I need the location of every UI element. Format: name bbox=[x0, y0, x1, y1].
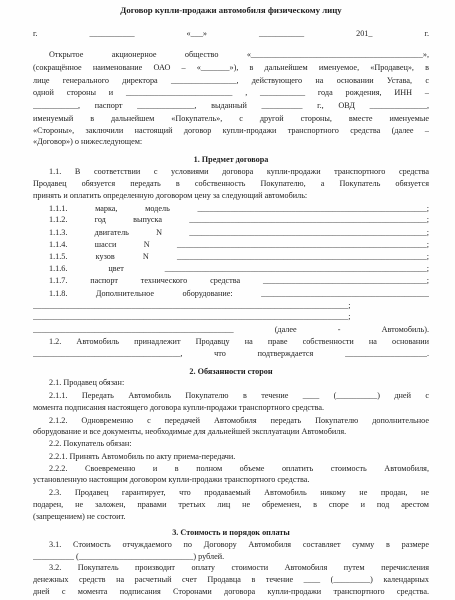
text-line: __________ (____________________________) рублей. bbox=[33, 551, 225, 561]
text-line: 1.2. Автомобиль принадлежит Продавцу на праве собственности на основании bbox=[49, 336, 429, 346]
text-line: момента подписания настоящего договора купли-продажи транспортного средства. bbox=[33, 402, 325, 412]
text-line: 2.1. Продавец обязан: bbox=[49, 378, 125, 388]
text-line: установленную настоящим договором купли-продажи транспортного средства. bbox=[33, 475, 310, 485]
section-heading: 1. Предмет договора bbox=[193, 154, 269, 164]
document-title: Договор купли-продажи автомобиля физическому лицу bbox=[120, 5, 342, 15]
text-line: _________________________________________________ (далее - Автомобиль). bbox=[33, 325, 429, 334]
text-line: дней с момента подписания Сторонами договора купли-продажи транспортного средства. bbox=[33, 587, 429, 596]
text-line: «Стороны», заключили настоящий договор купли-продажи транспортного средства (далее – bbox=[33, 125, 429, 135]
text-line: «Договор») о нижеследующем: bbox=[33, 137, 143, 147]
text-line: 2.2.1. Принять Автомобиль по акту приема-передачи. bbox=[49, 451, 236, 461]
text-line: одной стороны и __________________________ , ___________ года рождения, ИНН – bbox=[33, 88, 429, 98]
text-line: 1.1. В соответствии с условиями договора купли-продажи транспортного средства bbox=[49, 167, 429, 177]
text-line: 1.1.1. марка, модель ________________________________________________________; bbox=[49, 203, 429, 213]
text-line: 2.1.2. Одновременно с передачей Автомобиля передать Покупателю дополнительное bbox=[49, 415, 429, 425]
text-line: _____________________________________________________________________________; bbox=[33, 312, 351, 322]
text-line: (сокращённое наименование ОАО – «_______»), в дальнейшем именуемое, «Продавец», в bbox=[33, 63, 429, 73]
text-line: 2.3. Продавец гарантирует, что продаваемый Автомобиль никому не продан, не bbox=[49, 488, 429, 498]
city-date-line: г. ___________ «___» ___________ 201_ г. bbox=[33, 29, 429, 39]
text-line: 1.1.5. кузов N _____________________________________________________________; bbox=[49, 252, 429, 262]
text-line: оборудование и все документы, необходимые для дальнейшей эксплуатации Автомобиля. bbox=[33, 427, 347, 437]
text-line: Открытое акционерное общество «__________________________________________», bbox=[49, 50, 429, 60]
text-line: 1.1.4. шасси N _____________________________________________________________; bbox=[49, 239, 429, 249]
text-line: (запрещением) не состоит. bbox=[33, 511, 126, 521]
text-line: ___________, паспорт ______________, выданный __________ г., ОВД ______________, bbox=[33, 101, 429, 111]
text-line: 2.2. Покупатель обязан: bbox=[49, 439, 132, 449]
text-line: принять и оплатить определенную договором цену за следующий автомобиль: bbox=[33, 190, 308, 200]
text-line: подарен, не заложен, правами третьих лиц не обременен, в споре и под арестом bbox=[33, 499, 429, 509]
text-line: лице генерального директора ________________, действующего на основании Устава, с bbox=[33, 75, 429, 85]
text-line: 2.1.1. Передать Автомобиль Покупателю в течение ____ (__________) дней с bbox=[49, 391, 429, 401]
text-line: именуемый в дальнейшем «Покупатель», с другой стороны, вместе именуемые bbox=[33, 113, 429, 123]
text-line: 2.2.2. Своевременно и в полном объеме оплатить стоимость Автомобиля, bbox=[49, 463, 429, 473]
text-line: 3.2. Покупатель производит оплату стоимости Автомобиля путем перечисления bbox=[49, 563, 429, 573]
text-line: 1.1.8. Дополнительное оборудование: _________________________________________ bbox=[49, 288, 429, 298]
text-line: денежных средств на расчетный счет Продавца в течение ____ (_________) календарных bbox=[33, 575, 429, 585]
text-line: ____________________________________, что подтверждается ____________________. bbox=[33, 349, 429, 359]
text-line: 1.1.3. двигатель N __________________________________________________________; bbox=[49, 228, 429, 237]
section-heading: 2. Обязанности сторон bbox=[189, 366, 273, 376]
text-line: 1.1.6. цвет ________________________________________________________________; bbox=[49, 264, 429, 274]
text-line: 1.1.2. год выпуска __________________________________________________________; bbox=[49, 215, 429, 225]
text-line: 3.1. Стоимость отчуждаемого по Договору Автомобиля составляет сумму в размере bbox=[49, 539, 429, 549]
section-heading: 3. Стоимость и порядок оплаты bbox=[172, 528, 290, 538]
text-line: 1.1.7. паспорт технического средства ________________________________________; bbox=[49, 276, 429, 286]
text-line: _____________________________________________________________________________; bbox=[33, 300, 351, 310]
text-line: Продавец обязуется передать в собственность Покупателю, а Покупатель обязуется bbox=[33, 179, 429, 189]
